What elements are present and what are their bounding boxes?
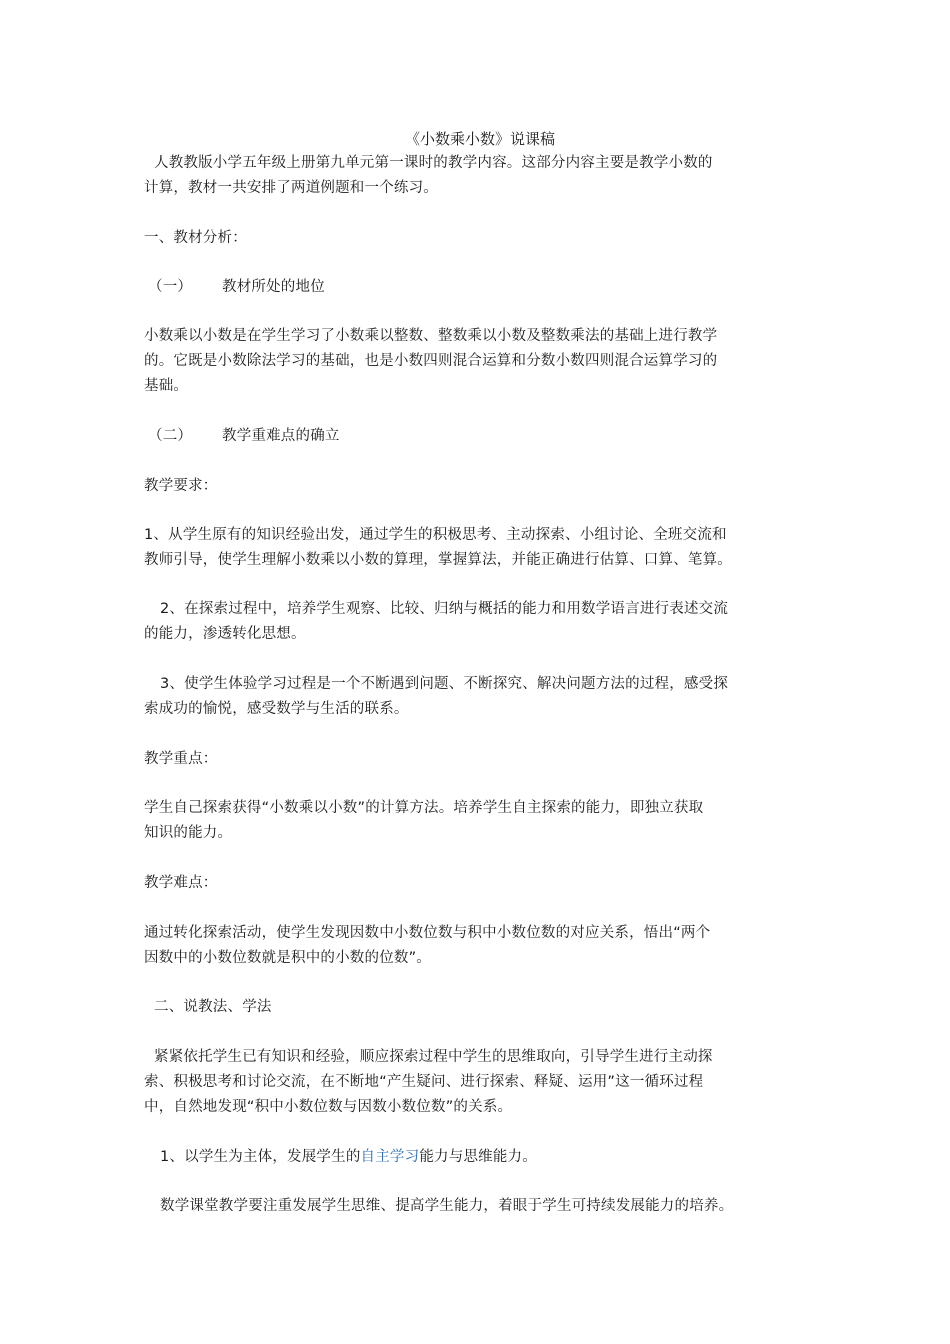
point-1 xyxy=(144,1145,832,1170)
difficult-line: 因数中的小数位数就是积中的小数的位数”。 xyxy=(144,950,432,966)
point-1-text-before: 1、以学生为主体，发展学生的 xyxy=(160,1149,361,1165)
intro-line: 计算，教材一共安排了两道例题和一个练习。 xyxy=(144,180,438,196)
last-paragraph: 数学课堂教学要注重发展学生思维、提高学生能力，着眼于学生可持续发展能力的培养。 xyxy=(160,1198,734,1214)
sub1-line: 基础。 xyxy=(144,378,189,394)
point-1-text-after: 能力与思维能力。 xyxy=(419,1149,537,1165)
sub1-line: 小数乘以小数是在学生学习了小数乘以整数、整数乘以小数及整数乘法的基础上进行教学 xyxy=(144,328,718,344)
requirement-line: 1、从学生原有的知识经验出发，通过学生的积极思考、主动探索、小组讨论、全班交流和 xyxy=(144,527,727,543)
sub1-number: （一） xyxy=(148,279,193,295)
section2-heading: 二、说教法、学法 xyxy=(154,999,272,1015)
sub1-heading xyxy=(144,275,816,300)
difficult-heading: 教学难点： xyxy=(144,875,218,891)
sub2-number: （二） xyxy=(148,428,193,444)
requirement-1 xyxy=(144,523,816,573)
intro-line: 人教教版小学五年级上册第九单元第一课时的教学内容。这部分内容主要是教学小数的 xyxy=(154,155,713,171)
key-paragraph xyxy=(144,796,816,846)
section2-paragraph xyxy=(144,1045,826,1120)
key-line: 知识的能力。 xyxy=(144,825,233,841)
sub1-label: 教材所处的地位 xyxy=(222,279,325,295)
sub2-heading xyxy=(144,424,816,449)
document-title: 《小数乘小数》说课稿 xyxy=(404,130,555,148)
sub1-paragraph xyxy=(144,324,816,399)
section2-line: 索、积极思考和讨论交流，在不断地“产生疑问、进行探索、释疑、运用”这一循环过程 xyxy=(144,1074,704,1090)
difficult-line: 通过转化探索活动，使学生发现因数中小数位数与积中小数位数的对应关系，悟出“两个 xyxy=(144,925,711,941)
requirement-line: 教师引导，使学生理解小数乘以小数的算理，掌握算法，并能正确进行估算、口算、笔算。 xyxy=(144,552,732,568)
requirement-line: 的能力，渗透转化思想。 xyxy=(144,626,306,642)
self-study-link[interactable]: 自主学习 xyxy=(360,1149,420,1165)
intro-paragraph xyxy=(144,151,826,201)
requirement-line: 2、在探索过程中，培养学生观察、比较、归纳与概括的能力和用数学语言进行表述交流 xyxy=(160,601,729,617)
key-line: 学生自己探索获得“小数乘以小数”的计算方法。培养学生自主探索的能力，即独立获取 xyxy=(144,800,704,816)
key-heading: 教学重点： xyxy=(144,751,218,767)
requirement-line: 索成功的愉悦，感受数学与生活的联系。 xyxy=(144,701,409,717)
difficult-paragraph xyxy=(144,921,816,971)
section2-line: 紧紧依托学生已有知识和经验，顺应探索过程中学生的思维取向，引导学生进行主动探 xyxy=(154,1049,713,1065)
requirement-2 xyxy=(144,597,832,647)
sub2-label: 教学重难点的确立 xyxy=(222,428,340,444)
requirement-3 xyxy=(144,672,832,722)
sub1-line: 的。它既是小数除法学习的基础，也是小数四则混合运算和分数小数四则混合运算学习的 xyxy=(144,353,718,369)
requirements-heading: 教学要求： xyxy=(144,478,218,494)
section2-line: 中，自然地发现“积中小数位数与因数小数位数”的关系。 xyxy=(144,1099,513,1115)
requirement-line: 3、使学生体验学习过程是一个不断遇到问题、不断探究、解决问题方法的过程，感受探 xyxy=(160,676,729,692)
section1-heading: 一、教材分析： xyxy=(144,230,247,246)
